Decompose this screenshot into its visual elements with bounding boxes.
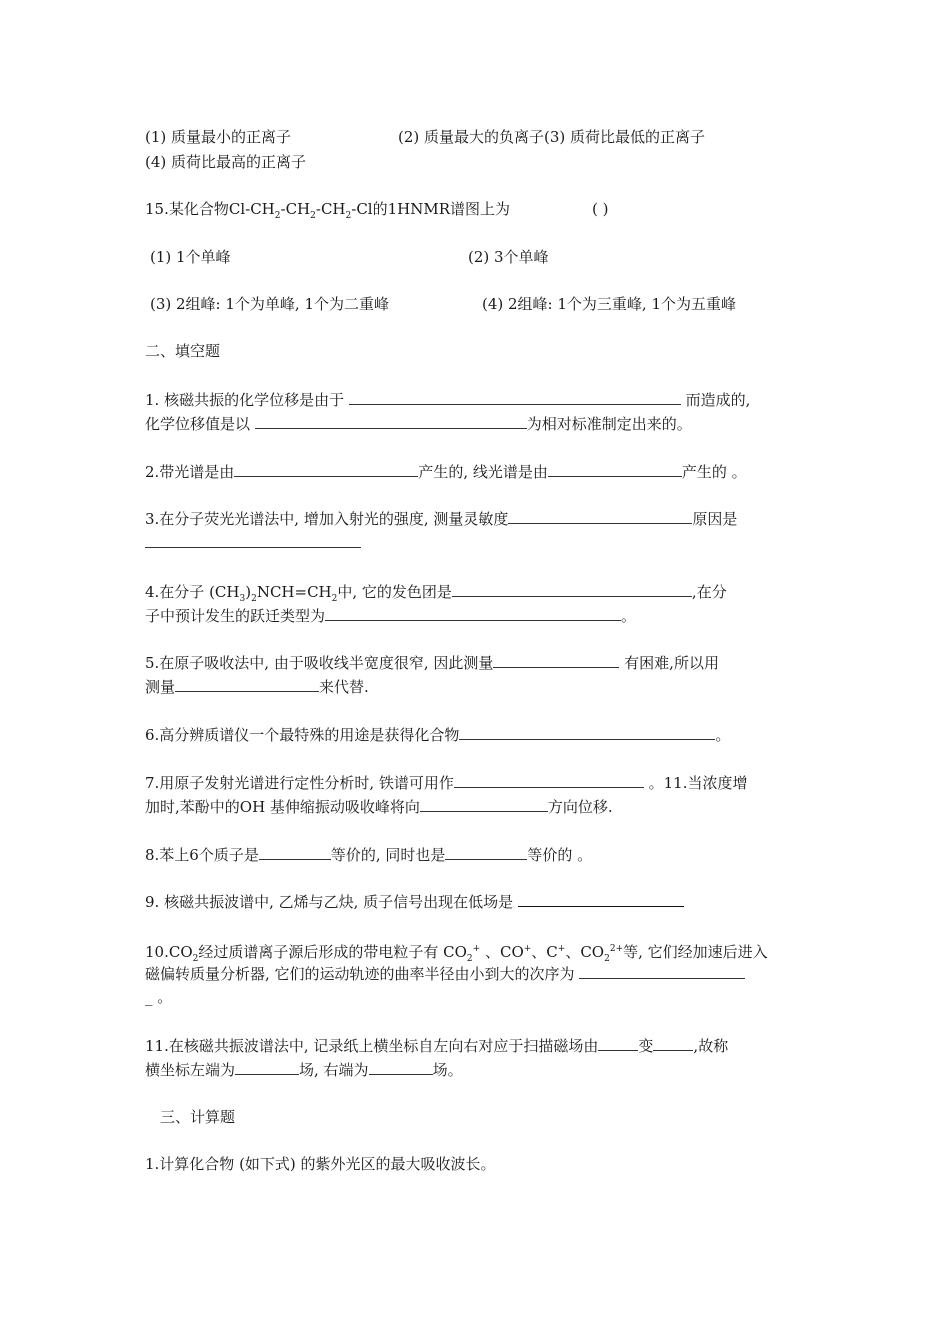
- fill-q6-blank[interactable]: [459, 723, 715, 740]
- fill-q9: 9. 核磁共振波谱中, 乙烯与乙炔, 质子信号出现在低场是: [145, 890, 684, 913]
- fill-q9-blank[interactable]: [518, 890, 684, 907]
- fill-q7-blank-1[interactable]: [454, 771, 644, 788]
- fill-q8-blank-2[interactable]: [445, 843, 527, 860]
- fill-q2-blank-2[interactable]: [548, 460, 682, 477]
- fill-q3-blank-2[interactable]: [145, 531, 361, 548]
- fill-q4-line1: 4.在分子 $(CH_3)_2NCH=CH_2$中, 它的发色团是 ,在分: [145, 580, 727, 610]
- fill-q10-blank[interactable]: [579, 962, 745, 979]
- fill-q11-blank-4[interactable]: [369, 1058, 433, 1075]
- fill-q4-blank-2[interactable]: [325, 604, 621, 621]
- fill-q11-line2: 横坐标左端为 场, 右端为 场。: [145, 1058, 463, 1081]
- fill-q11-blank-1[interactable]: [598, 1034, 638, 1051]
- fill-q3-line1: 3.在分子荧光光谱法中, 增加入射光的强度, 测量灵敏度 原因是: [145, 507, 737, 530]
- q15-answer-paren: ( ): [592, 200, 609, 218]
- fill-q5-line1: 5.在原子吸收法中, 由于吸收线半宽度很窄, 因此测量 有困难,所以用: [145, 651, 719, 674]
- q14-option-1: (1) 质量最小的正离子: [145, 128, 292, 146]
- q15-option-1: (1) 1个单峰: [150, 248, 231, 266]
- fill-q10-line2: 磁偏转质量分析器, 它们的运动轨迹的曲率半径由小到大的次序为: [145, 962, 745, 985]
- section-2-heading: 二、填空题: [145, 342, 221, 360]
- fill-q11-blank-2[interactable]: [653, 1034, 693, 1051]
- fill-q8-blank-1[interactable]: [259, 843, 331, 860]
- fill-q10-line1: $10.CO_2$经过质谱离子源后形成的带电粒子有 $CO_2^+$ 、CO+、C+、$CO_2^{2+}$等, 它们经加速后进入: [145, 943, 768, 964]
- fill-q5-blank-1[interactable]: [493, 651, 619, 668]
- fill-q7-line2: 加时,苯酚中的OH 基伸缩振动吸收峰将向 方向位移.: [145, 795, 613, 818]
- fill-q3-blank-1[interactable]: [508, 507, 692, 524]
- q15-stem: 15.某化合物$Cl-CH_2-CH_2-CH_2-Cl$的1HNMR谱图上为: [145, 200, 510, 221]
- fill-q4-line2: 子中预计发生的跃迁类型为 。: [145, 604, 636, 627]
- q15-option-3: (3) 2组峰: 1个为单峰, 1个为二重峰: [150, 295, 390, 313]
- fill-q7-line1: 7.用原子发射光谱进行定性分析时, 铁谱可用作 。11.当浓度增: [145, 771, 748, 794]
- fill-q10-line3: _ 。: [145, 988, 173, 1006]
- fill-q3-line2: [145, 531, 361, 554]
- fill-q5-line2: 测量 来代替.: [145, 675, 369, 698]
- fill-q5-blank-2[interactable]: [175, 675, 319, 692]
- calc-q1: 1.计算化合物 (如下式) 的紫外光区的最大吸收波长。: [145, 1155, 496, 1173]
- fill-q4-blank-1[interactable]: [452, 580, 692, 597]
- fill-q1-blank-1[interactable]: [349, 388, 681, 405]
- fill-q1-blank-2[interactable]: [255, 412, 527, 429]
- section-3-heading: 三、计算题: [160, 1108, 236, 1126]
- fill-q2: 2.带光谱是由 产生的, 线光谱是由 产生的 。: [145, 460, 747, 483]
- fill-q6: 6.高分辨质谱仪一个最特殊的用途是获得化合物 。: [145, 723, 730, 746]
- q14-option-4: (4) 质荷比最高的正离子: [145, 153, 307, 171]
- q15-option-4: (4) 2组峰: 1个为三重峰, 1个为五重峰: [482, 295, 737, 313]
- fill-q11-line1: 11.在核磁共振波谱法中, 记录纸上横坐标自左向右对应于扫描磁场由 变 ,故称: [145, 1034, 728, 1057]
- fill-q1-line1: 1. 核磁共振的化学位移是由于 而造成的,: [145, 388, 750, 411]
- q14-option-2-3: (2) 质量最大的负离子(3) 质荷比最低的正离子: [398, 128, 706, 146]
- fill-q1-line2: 化学位移值是以 为相对标准制定出来的。: [145, 412, 692, 435]
- fill-q11-blank-3[interactable]: [235, 1058, 299, 1075]
- fill-q7-blank-2[interactable]: [420, 795, 548, 812]
- fill-q8: 8.苯上6个质子是 等价的, 同时也是 等价的 。: [145, 843, 592, 866]
- fill-q2-blank-1[interactable]: [234, 460, 418, 477]
- q15-option-2: (2) 3个单峰: [468, 248, 549, 266]
